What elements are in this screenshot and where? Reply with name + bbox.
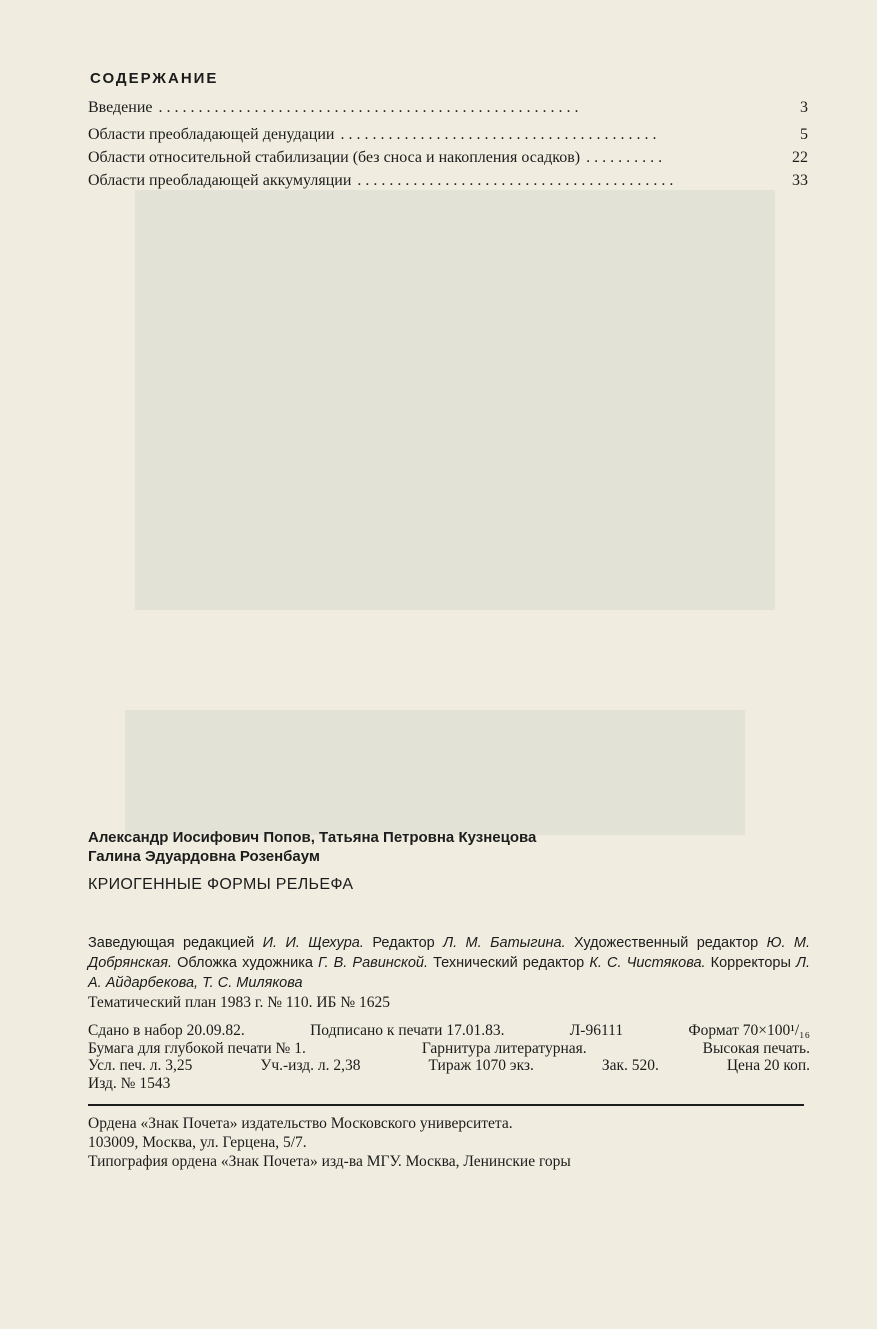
imprint-field: Формат 70×100¹/₁₆ xyxy=(688,1022,810,1039)
imprint-field: Усл. печ. л. 3,25 xyxy=(88,1057,193,1074)
imprint xyxy=(88,1022,810,1092)
imprint-field: Тираж 1070 экз. xyxy=(428,1057,534,1074)
toc-entry xyxy=(88,172,808,192)
publisher-line: Ордена «Знак Почета» издательство Московского университета. xyxy=(88,1115,513,1132)
bleed-through-shade xyxy=(125,710,745,835)
credit-label: Заведующая редакцией xyxy=(88,935,255,951)
imprint-field: Бумага для глубокой печати № 1. xyxy=(88,1039,306,1057)
credit-name: К. С. Чистякова. xyxy=(589,955,706,971)
editorial-credits xyxy=(88,933,810,993)
bleed-through-shade xyxy=(135,190,775,610)
imprint-field: Уч.-изд. л. 2,38 xyxy=(260,1057,361,1074)
toc-entry xyxy=(88,99,808,119)
imprint-field: Высокая печать. xyxy=(702,1039,810,1057)
toc-entry-title: Области преобладающей аккумуляции xyxy=(88,172,352,189)
toc-entry-title: Введение xyxy=(88,99,153,116)
imprint-field: Сдано в набор 20.09.82. xyxy=(88,1022,245,1039)
credit-name: Л. М. Батыгина. xyxy=(443,935,566,951)
credit-name: Ю. М. Добрянская. xyxy=(88,935,811,971)
publisher-line: Типография ордена «Знак Почета» изд-ва МГУ. Москва, Ленинские горы xyxy=(88,1153,571,1170)
toc-heading: СОДЕРЖАНИЕ xyxy=(90,70,219,87)
credit-label: Технический редактор xyxy=(433,955,585,971)
book-title: КРИОГЕННЫЕ ФОРМЫ РЕЛЬЕФА xyxy=(88,876,354,893)
credit-label: Художественный редактор xyxy=(574,935,759,951)
imprint-field: Подписано к печати 17.01.83. xyxy=(310,1022,505,1039)
thematic-plan: Тематический план 1983 г. № 110. ИБ № 1625 xyxy=(88,994,390,1011)
toc-entry xyxy=(88,149,808,169)
toc-leader-dots: . . . . . . . . . . . . . . . . . . . . . . . . . . . . . . . . . . . . . . . . xyxy=(340,126,657,143)
imprint-field: Гарнитура литературная. xyxy=(421,1039,587,1057)
toc-entry-title: Области относительной стабилизации (без сноса и накопления осадков) xyxy=(88,149,581,166)
imprint-field: Цена 20 коп. xyxy=(726,1057,810,1074)
credit-label: Обложка художника xyxy=(177,955,313,971)
publisher-line: 103009, Москва, ул. Герцена, 5/7. xyxy=(88,1134,307,1151)
authors xyxy=(88,828,536,866)
publisher-info xyxy=(88,1114,571,1171)
toc-leader-dots: . . . . . . . . . . . . . . . . . . . . . . . . . . . . . . . . . . . . . . . . . . . . . . . . . . . . . xyxy=(158,99,579,116)
imprint-field: Зак. 520. xyxy=(601,1057,659,1074)
imprint-field: Л-96111 xyxy=(569,1022,624,1039)
imprint-row xyxy=(88,1022,810,1040)
credit-label: Редактор xyxy=(372,935,435,951)
toc-entry xyxy=(88,126,808,146)
credit-name: И. И. Щехура. xyxy=(262,935,364,951)
imprint-row: Изд. № 1543 xyxy=(88,1074,171,1092)
toc-entry-page: 22 xyxy=(792,149,808,166)
authors-line: Александр Иосифович Попов, Татьяна Петровна Кузнецова xyxy=(88,829,537,846)
toc-entry-page: 5 xyxy=(800,126,808,143)
imprint-row xyxy=(88,1040,810,1058)
credit-name: Л. А. Айдарбекова, Т. С. Милякова xyxy=(88,955,810,991)
imprint-row xyxy=(88,1057,810,1075)
toc-leader-dots: . . . . . . . . . . . . . . . . . . . . . . . . . . . . . . . . . . . . . . . . xyxy=(357,172,674,189)
divider-rule xyxy=(88,1104,804,1106)
toc-entry-title: Области преобладающей денудации xyxy=(88,126,335,143)
toc-entry-page: 33 xyxy=(792,172,808,189)
credit-name: Г. В. Равинской. xyxy=(318,955,429,971)
toc-leader-dots: . . . . . . . . . . xyxy=(586,149,663,166)
authors-line: Галина Эдуардовна Розенбаум xyxy=(88,848,321,865)
toc-entry-page: 3 xyxy=(800,99,808,116)
credit-label: Корректоры xyxy=(710,955,791,971)
